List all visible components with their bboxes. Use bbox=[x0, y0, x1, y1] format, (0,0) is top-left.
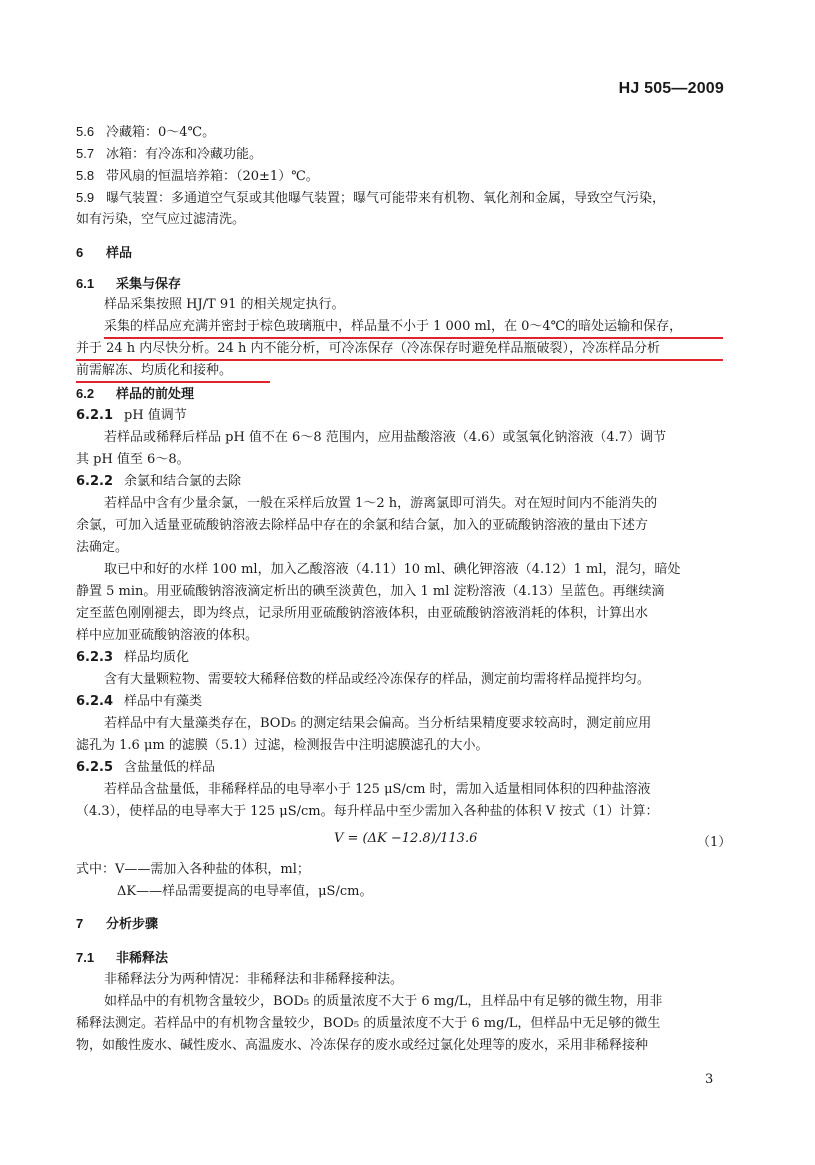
clause-5-6 bbox=[76, 124, 215, 141]
highlighted-line: 并于 24 h 内尽快分析。24 h 内不能分析，可冷冻保存（冷冻保存时避免样品瓶破裂），冷冻样品分析 bbox=[76, 341, 660, 356]
standard-code: HJ 505—2009 bbox=[618, 80, 724, 97]
clause-number: 6.2.5 bbox=[76, 760, 114, 775]
paragraph-line: 滤孔为 1.6 μm 的滤膜（5.1）过滤，检测报告中注明滤膜滤孔的大小。 bbox=[76, 738, 489, 753]
clause-heading-6-2-5 bbox=[76, 760, 215, 776]
paragraph-line: 样品采集按照 HJ/T 91 的相关规定执行。 bbox=[104, 297, 345, 312]
clause-heading-6-2-2 bbox=[76, 474, 241, 490]
highlighted-line: 前需解冻、均质化和接种。 bbox=[76, 363, 233, 378]
clause-text: 曝气装置：多通道空气泵或其他曝气装置；曝气可能带来有机物、氧化剂和金属，导致空气污染， bbox=[106, 191, 666, 206]
paragraph-line: 稀释法测定。若样品中的有机物含量较少，BOD₅ 的质量浓度不大于 6 mg/L，但样品中无足够的微生 bbox=[76, 1016, 661, 1031]
clause-number: 5.9 bbox=[76, 190, 95, 205]
clause-heading-6-1 bbox=[76, 276, 181, 293]
clause-number: 6.2.3 bbox=[76, 650, 114, 665]
clause-title: 样品中有藻类 bbox=[124, 694, 203, 709]
clause-5-9 bbox=[76, 190, 665, 207]
clause-text: 冰箱：有冷冻和冷藏功能。 bbox=[106, 147, 263, 162]
paragraph-line: 含有大量颗粒物、需要较大稀释倍数的样品或经冷冻保存的样品，测定前均需将样品搅拌均匀。 bbox=[104, 672, 651, 687]
clause-5-7 bbox=[76, 146, 262, 163]
paragraph-line: 如有污染，空气应过滤清洗。 bbox=[76, 212, 246, 227]
paragraph-line: 样中应加亚硫酸钠溶液的体积。 bbox=[76, 628, 259, 643]
clause-title: 样品均质化 bbox=[124, 650, 190, 665]
clause-title: 含盐量低的样品 bbox=[124, 760, 216, 775]
paragraph-line: 非稀释法分为两种情况：非稀释法和非稀释接种法。 bbox=[104, 972, 404, 987]
clause-heading-6-2-4 bbox=[76, 694, 202, 710]
clause-heading-6-2 bbox=[76, 386, 194, 403]
clause-heading-7-1 bbox=[76, 950, 168, 967]
clause-text: 冷藏箱：0～4℃。 bbox=[106, 125, 216, 140]
section-title: 分析步骤 bbox=[106, 917, 159, 932]
clause-number: 6.2.2 bbox=[76, 474, 114, 489]
page-number: 3 bbox=[705, 1072, 714, 1087]
clause-number: 6.2.4 bbox=[76, 694, 114, 709]
clause-number: 7.1 bbox=[76, 950, 95, 965]
red-underline bbox=[104, 337, 723, 339]
paragraph-line: 若样品含盐量低，非稀释样品的电导率小于 125 μS/cm 时，需加入适量相同体积的四种盐溶液 bbox=[104, 782, 651, 797]
clause-heading-6-2-3 bbox=[76, 650, 189, 666]
clause-title: 非稀释法 bbox=[116, 951, 169, 966]
clause-title: 样品的前处理 bbox=[116, 387, 195, 402]
paragraph-line: 若样品中含有少量余氯，一般在采样后放置 1～2 h，游离氯即可消失。对在短时间内不能消失的 bbox=[104, 496, 658, 511]
paragraph-line: 取已中和好的水样 100 ml，加入乙酸溶液（4.11）10 ml、碘化钾溶液（4.12）1 ml，混匀，暗处 bbox=[104, 562, 681, 577]
formula-legend-line: ΔK——样品需要提高的电导率值，μS/cm。 bbox=[117, 884, 373, 899]
section-number: 7 bbox=[76, 916, 84, 931]
clause-title: 余氯和结合氯的去除 bbox=[124, 474, 242, 489]
clause-number: 6.2 bbox=[76, 386, 95, 401]
paragraph-line: 物，如酸性废水、碱性废水、高温废水、冷冻保存的废水或经过氯化处理等的废水，采用非稀释接种 bbox=[76, 1038, 649, 1053]
clause-heading-6-2-1 bbox=[76, 408, 187, 424]
formula: V = (ΔK −12.8)/113.6 bbox=[334, 831, 478, 846]
paragraph-line: 法确定。 bbox=[76, 540, 129, 555]
paragraph-line: 静置 5 min。用亚硫酸钠溶液滴定析出的碘至淡黄色，加入 1 ml 淀粉溶液（4.13）呈蓝色。再继续滴 bbox=[76, 584, 665, 599]
section-number: 6 bbox=[76, 245, 84, 260]
paragraph-line: 其 pH 值至 6～8。 bbox=[76, 452, 190, 467]
formula-legend-line: 式中：V——需加入各种盐的体积，ml； bbox=[76, 862, 310, 877]
clause-number: 6.2.1 bbox=[76, 408, 114, 423]
paragraph-line: 定至蓝色刚刚褪去，即为终点，记录所用亚硫酸钠溶液体积，由亚硫酸钠溶液消耗的体积，计算出水 bbox=[76, 606, 649, 621]
clause-number: 5.8 bbox=[76, 168, 95, 183]
clause-title: pH 值调节 bbox=[124, 408, 187, 423]
red-underline bbox=[76, 381, 270, 383]
highlighted-line: 采集的样品应充满并密封于棕色玻璃瓶中，样品量不小于 1 000 ml，在 0～4℃的暗处运输和保存， bbox=[104, 319, 683, 334]
paragraph-line: 如样品中的有机物含量较少，BOD₅ 的质量浓度不大于 6 mg/L，且样品中有足够的微生物，用非 bbox=[104, 994, 663, 1009]
clause-title: 采集与保存 bbox=[116, 277, 182, 292]
paragraph-line: 若样品或稀释后样品 pH 值不在 6～8 范围内，应用盐酸溶液（4.6）或氢氧化钠溶液（4.7）调节 bbox=[104, 430, 667, 445]
paragraph-line: 余氯，可加入适量亚硫酸钠溶液去除样品中存在的余氯和结合氯，加入的亚硫酸钠溶液的量由下述方 bbox=[76, 518, 649, 533]
paragraph-line: （4.3），使样品的电导率大于 125 μS/cm。每升样品中至少需加入各种盐的体积 V 按式（1）计算： bbox=[76, 804, 659, 819]
clause-number: 6.1 bbox=[76, 276, 95, 291]
clause-number: 5.7 bbox=[76, 146, 95, 161]
equation-number: （1） bbox=[697, 835, 732, 850]
section-heading-7 bbox=[76, 916, 158, 933]
paragraph-line: 若样品中有大量藻类存在，BOD₅ 的测定结果会偏高。当分析结果精度要求较高时，测定前应用 bbox=[104, 716, 652, 731]
section-title: 样品 bbox=[106, 246, 133, 261]
clause-number: 5.6 bbox=[76, 124, 95, 139]
section-heading-6 bbox=[76, 245, 132, 262]
red-underline bbox=[76, 359, 723, 361]
clause-text: 带风扇的恒温培养箱：（20±1）℃。 bbox=[106, 169, 319, 184]
clause-5-8 bbox=[76, 168, 319, 185]
